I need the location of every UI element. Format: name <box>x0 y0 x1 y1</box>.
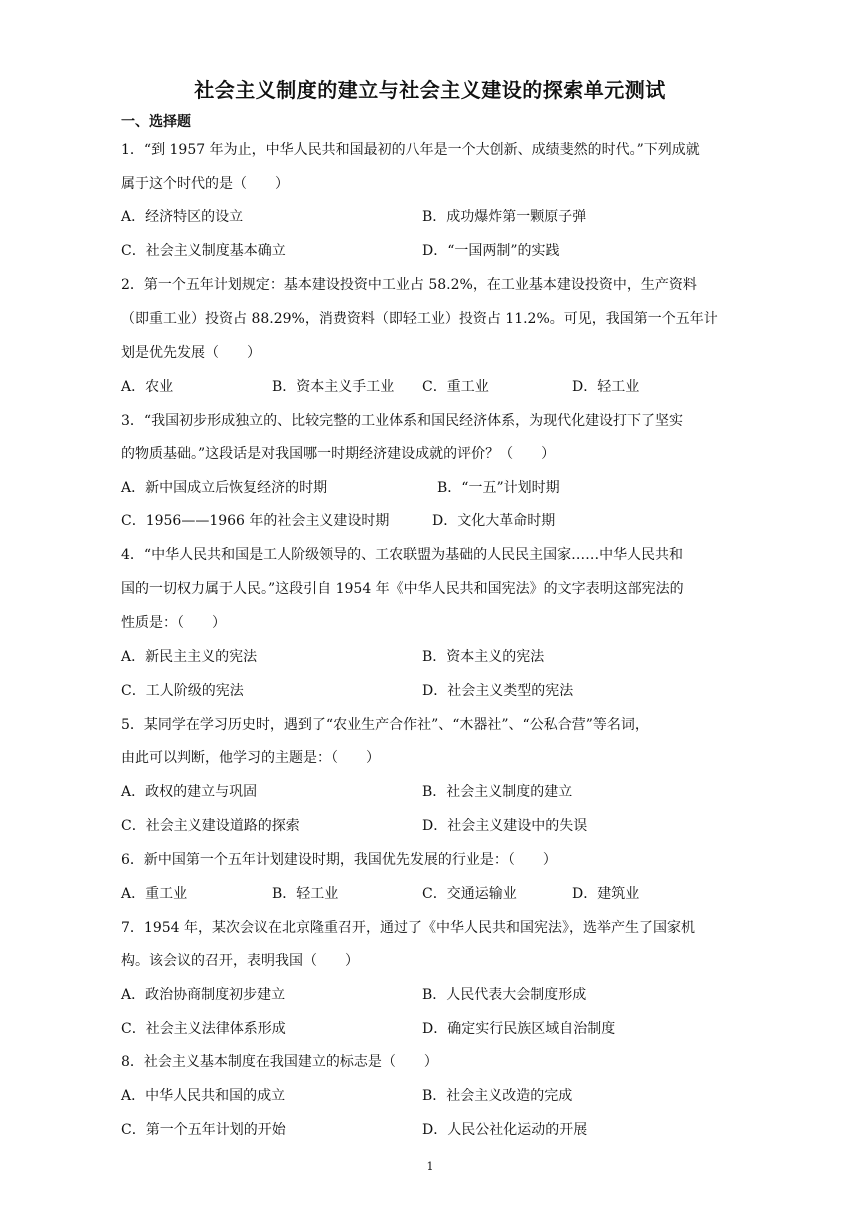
question-4-option-a: A．新民主主义的宪法 <box>121 649 258 665</box>
question-4-line-1: 4．“中华人民共和国是工人阶级领导的、工农联盟为基础的人民民主国家……中华人民共和 <box>121 547 684 563</box>
question-1-line-2: 属于这个时代的是（ ） <box>121 176 289 192</box>
question-3-option-b: B．“一五”计划时期 <box>437 480 560 496</box>
question-7-option-c: C．社会主义法律体系形成 <box>121 1021 286 1037</box>
question-6-option-c: C．交通运输业 <box>422 886 517 902</box>
question-5-line-1: 5．某同学在学习历史时，遇到了“农业生产合作社”、“木器社”、“公私合营”等名词， <box>121 717 649 733</box>
question-6-option-d: D．建筑业 <box>572 886 640 902</box>
question-8-option-b: B．社会主义改造的完成 <box>422 1088 573 1104</box>
question-2-line-3: 划是优先发展（ ） <box>121 345 261 361</box>
question-7-line-2: 构。该会议的召开，表明我国（ ） <box>121 953 359 969</box>
question-6-option-b: B．轻工业 <box>272 886 339 902</box>
question-8-option-d: D．人民公社化运动的开展 <box>422 1122 588 1138</box>
question-7-option-b: B．人民代表大会制度形成 <box>422 987 587 1003</box>
question-2-option-b: B．资本主义手工业 <box>272 379 395 395</box>
question-2-option-d: D．轻工业 <box>572 379 640 395</box>
question-4-line-3: 性质是：（ ） <box>121 615 226 631</box>
question-1-option-a: A．经济特区的设立 <box>121 209 244 225</box>
question-2-option-a: A．农业 <box>121 379 174 395</box>
page-title: 社会主义制度的建立与社会主义建设的探索单元测试 <box>194 78 666 102</box>
question-4-option-c: C．工人阶级的宪法 <box>121 683 244 699</box>
question-8-option-a: A．中华人民共和国的成立 <box>121 1088 286 1104</box>
question-3-line-2: 的物质基础。”这段话是对我国哪一时期经济建设成就的评价？（ ） <box>121 446 556 462</box>
question-3-line-1: 3．“我国初步形成独立的、比较完整的工业体系和国民经济体系，为现代化建设打下了坚实 <box>121 413 684 429</box>
question-8-line-1: 8．社会主义基本制度在我国建立的标志是（ ） <box>121 1054 438 1070</box>
question-2-line-2: （即重工业）投资占 88.29%，消费资料（即轻工业）投资占 11.2%。可见，我国第一个五年计 <box>121 311 718 327</box>
section-heading: 一、选择题 <box>121 114 191 130</box>
question-1-option-d: D．“一国两制”的实践 <box>422 243 560 259</box>
question-4-line-2: 国的一切权力属于人民。”这段引自 1954 年《中华人民共和国宪法》的文字表明这部宪法的 <box>121 581 684 597</box>
question-1-option-b: B．成功爆炸第一颗原子弹 <box>422 209 587 225</box>
question-6-option-a: A．重工业 <box>121 886 188 902</box>
question-2-option-c: C．重工业 <box>422 379 489 395</box>
question-3-option-a: A．新中国成立后恢复经济的时期 <box>121 480 328 496</box>
question-7-option-a: A．政治协商制度初步建立 <box>121 987 286 1003</box>
question-5-line-2: 由此可以判断，他学习的主题是：（ ） <box>121 750 380 766</box>
question-7-line-1: 7．1954 年，某次会议在北京隆重召开，通过了《中华人民共和国宪法》，选举产生了国家机 <box>121 920 695 936</box>
question-5-option-d: D．社会主义建设中的失误 <box>422 818 588 834</box>
question-7-option-d: D．确定实行民族区域自治制度 <box>422 1021 616 1037</box>
question-8-option-c: C．第一个五年计划的开始 <box>121 1122 286 1138</box>
question-4-option-b: B．资本主义的宪法 <box>422 649 545 665</box>
question-5-option-b: B．社会主义制度的建立 <box>422 784 573 800</box>
question-6-line-1: 6．新中国第一个五年计划建设时期，我国优先发展的行业是：（ ） <box>121 852 557 868</box>
page-number: 1 <box>426 1160 434 1173</box>
question-3-option-d: D．文化大革命时期 <box>432 513 556 529</box>
question-5-option-a: A．政权的建立与巩固 <box>121 784 258 800</box>
question-3-option-c: C．1956——1966 年的社会主义建设时期 <box>121 513 390 529</box>
question-1-line-1: 1．“到 1957 年为止，中华人民共和国最初的八年是一个大创新、成绩斐然的时代。”下列成就 <box>121 142 700 158</box>
question-5-option-c: C．社会主义建设道路的探索 <box>121 818 300 834</box>
question-1-option-c: C．社会主义制度基本确立 <box>121 243 286 259</box>
question-2-line-1: 2．第一个五年计划规定：基本建设投资中工业占 58.2%，在工业基本建设投资中，生产资料 <box>121 277 697 293</box>
question-4-option-d: D．社会主义类型的宪法 <box>422 683 574 699</box>
